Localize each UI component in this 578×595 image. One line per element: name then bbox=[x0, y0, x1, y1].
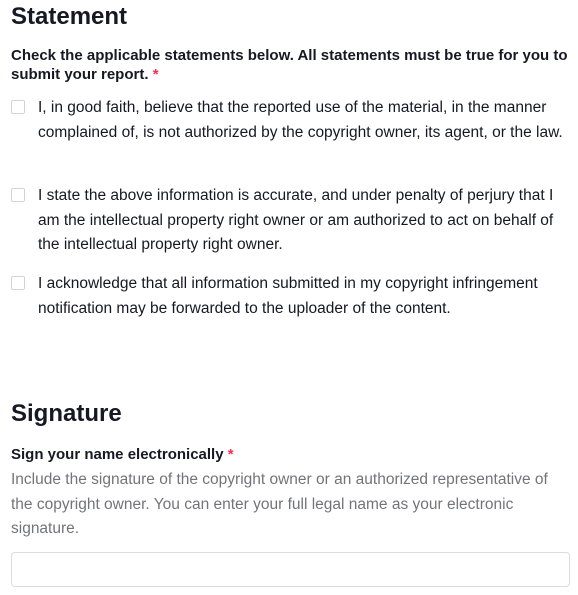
statement-prompt bbox=[11, 46, 568, 84]
required-asterisk: * bbox=[227, 446, 234, 463]
statement-option-accuracy[interactable] bbox=[11, 184, 572, 258]
signature-label bbox=[11, 445, 568, 464]
required-asterisk: * bbox=[152, 66, 159, 83]
accuracy-checkbox[interactable] bbox=[11, 188, 25, 202]
good-faith-checkbox[interactable] bbox=[11, 100, 25, 114]
statement-heading: Statement bbox=[11, 3, 128, 30]
statement-option-acknowledge[interactable] bbox=[11, 272, 572, 321]
acknowledge-checkbox[interactable] bbox=[11, 276, 25, 290]
acknowledge-label[interactable]: I acknowledge that all information submitted in my copyright infringement notification may be forwarded to the uploader of the content. bbox=[38, 275, 538, 317]
accuracy-label[interactable]: I state the above information is accurate, and under penalty of perjury that I am the intellectual property right owner or am authorized to act on behalf of the intellectual property right owner. bbox=[38, 187, 554, 253]
statement-option-good-faith[interactable] bbox=[11, 96, 572, 145]
signature-label-text: Sign your name electronically bbox=[11, 446, 224, 463]
good-faith-label[interactable]: I, in good faith, believe that the reported use of the material, in the manner complained of, is not authorized by the copyright owner, its agent, or the law. bbox=[38, 99, 563, 141]
signature-input[interactable] bbox=[11, 552, 570, 587]
signature-heading: Signature bbox=[11, 400, 122, 427]
signature-help-text: Include the signature of the copyright owner or an authorized representative of the copyright owner. You can enter your full legal name as your electronic signature. bbox=[11, 471, 548, 537]
statement-prompt-text: Check the applicable statements below. All statements must be true for you to submit your report. bbox=[11, 47, 568, 83]
